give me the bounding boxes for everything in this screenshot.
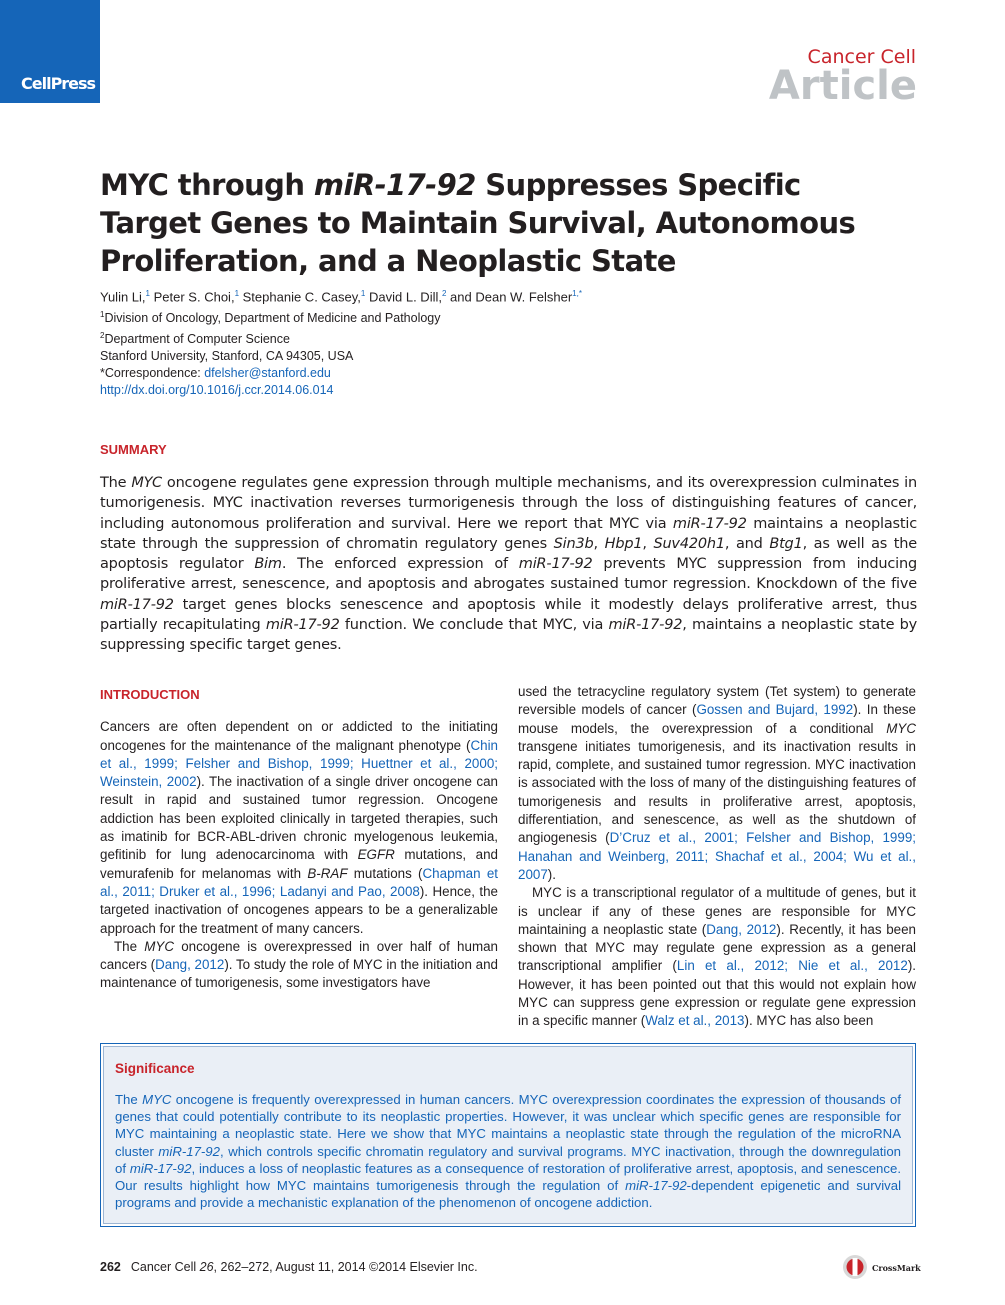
- citation-link[interactable]: Chin et al., 1999; Felsher and Bishop, 1999; Huettner et al., 2000; Weinstein, 2002: [100, 737, 498, 790]
- citation-link[interactable]: Chapman et al., 2011; Druker et al., 1996; Ladanyi and Pao, 2008: [100, 865, 498, 899]
- affiliations: $^1$Division of Oncology, Department of Medicine and Pathology $^2$Department of Computer Science Stanford University, Stanford, CA 94305, USA *Correspondence: dfelsher@stanford.edu http://dx.doi.org/10.1016/j.ccr.2014.06.014: [100, 310, 441, 398]
- citation-link[interactable]: Dang, 2012: [155, 957, 225, 973]
- correspondence-email-link[interactable]: dfelsher@stanford.edu: [204, 366, 331, 381]
- intro-paragraph: Cancers are often dependent on or addicted to the initiating oncogenes for the maintenance of the malignant phenotype (Chin et al., 1999; Felsher and Bishop, 1999; Huettner et al., 2000; Weinstein, 2002). The inactivation of a single driver oncogene can result in rapid and sustained tumor regression. Oncogene addiction has been exploited clinically in targeted therapies, such as imatinib for BCR-ABL-driven chronic myelogenous leukemia, gefitinib for lung adenocarcinoma with EGFR mutations, and vemurafenib for melanomas with B-RAF mutations (Chapman et al., 2011; Druker et al., 1996; Ladanyi and Pao, 2008). Hence, the targeted inactivation of oncogenes appears to be a generalizable approach for the treatment of many cancers.: [100, 719, 498, 936]
- citation-link[interactable]: Dang, 2012: [706, 921, 777, 937]
- summary-text: The MYC oncogene regulates gene expression through multiple mechanisms, and its overexpression culminates in tumorigenesis. MYC inactivation reverses turmorigenesis through the loss of distinguishing features of cancer, including autonomous proliferation and survival. Here we report that MYC via miR-17-92 maintains a neoplastic state through the suppression of chromatin regulatory genes Sin3b, Hbp1, Suv420h1, and Btg1, as well as the apoptosis regulator Bim. The enforced expression of miR-17-92 prevents MYC suppression from inducing proliferative arrest, senescence, and apoptosis and abrogates sustained tumor regression. Knockdown of the five miR-17-92 target genes blocks senescence and apoptosis while it modestly delays proliferative arrest, thus partially recapitulating miR-17-92 function. We conclude that MYC, via miR-17-92, maintains a neoplastic state by suppressing specific target genes.: [100, 475, 917, 654]
- author-name: David L. Dill,: [369, 289, 442, 305]
- cellpress-logo: CellPress: [21, 74, 96, 93]
- citation-link[interactable]: Gossen and Bujard, 1992: [696, 702, 854, 718]
- journal-name: Cancer Cell: [807, 46, 916, 68]
- intro-paragraph: used the tetracycline regulatory system (Tet system) to generate reversible models of cancer (Gossen and Bujard, 1992). In these mouse models, the overexpression of a conditional MYC transgene initiates tumorigenesis, and its inactivation results in rapid, complete, and sustained tumor regression. MYC inactivation is associated with the loss of many of the distinguishing features of tumorigenesis and results in proliferative arrest, apoptosis, differentiation, and senescence, as well as the shutdown of angiogenesis (D’Cruz et al., 2001; Felsher and Bishop, 1999; Hanahan and Weinberg, 2011; Shachaf et al., 2004; Wu et al., 2007).: [518, 684, 917, 882]
- author-name: Yulin Li,: [100, 289, 146, 305]
- intro-heading: INTRODUCTION: [100, 687, 200, 702]
- author-list: Yulin Li,$^1$ Peter S. Choi,$^1$ Stephanie C. Casey,$^1$ David L. Dill,$^2$ and Dean W. Felsher$^{1,*}$: [100, 289, 582, 305]
- article-title: MYC through miR-17-92 Suppresses Specific Target Genes to Maintain Survival, Autonomous Proliferation, and a Neoplastic State: [100, 168, 856, 278]
- crossmark-label: CrossMark: [872, 1263, 921, 1273]
- significance-text: The MYC oncogene is frequently overexpressed in human cancers. MYC overexpression coordinates the expression of thousands of genes that could potentially contribute to its neoplastic properties. However, it was unclear which specific genes are responsible for MYC maintaining a neoplastic state. Here we show that MYC maintains a neoplastic state through the regulation of the microRNA cluster miR-17-92, which controls specific chromatin regulatory and survival programs. MYC inactivation, through the downregulation of miR-17-92, induces a loss of neoplastic features as a consequence of restoration of proliferative arrest, apoptosis, and senescence. Our results highlight how MYC maintains tumorigenesis through the regulation of miR-17-92-dependent epigenetic and survival programs and provide a mechanistic explanation of the phenomenon of oncogene addiction.: [115, 1092, 902, 1211]
- intro-column-left: [100, 683, 498, 993]
- author-name: Stephanie C. Casey,: [242, 289, 361, 305]
- page-footer: 262 Cancer Cell 26, 262–272, August 11, 2014 ©2014 Elsevier Inc.: [100, 1260, 478, 1274]
- citation-link[interactable]: Lin et al., 2012; Nie et al., 2012: [676, 958, 908, 974]
- intro-paragraph: MYC is a transcriptional regulator of a multitude of genes, but it is unclear if any of these genes are responsible for MYC maintaining a neoplastic state (Dang, 2012). Recently, it has been shown that MYC may regulate gene expression as a general transcriptional amplifier (Lin et al., 2012; Nie et al., 2012). However, it has been pointed out that this would not explain how MYC can suppress gene expression or regulate gene expression in a specific manner (Walz et al., 2013). MYC has also been: [518, 885, 917, 1029]
- crossmark-bar: [853, 1258, 858, 1276]
- author-name: Peter S. Choi,: [153, 289, 235, 305]
- author-name: and Dean W. Felsher: [450, 289, 573, 305]
- doi-link[interactable]: http://dx.doi.org/10.1016/j.ccr.2014.06.014: [100, 383, 334, 398]
- citation-link[interactable]: Walz et al., 2013: [645, 1013, 745, 1029]
- citation-link[interactable]: D’Cruz et al., 2001; Felsher and Bishop, 1999; Hanahan and Weinberg, 2011; Shachaf et al., 2004; Wu et al., 2007: [518, 830, 916, 882]
- article-type: Article: [768, 63, 917, 109]
- summary-heading: SUMMARY: [100, 442, 167, 457]
- page-number: 262: [100, 1260, 121, 1274]
- significance-heading: Significance: [115, 1061, 195, 1076]
- intro-paragraph: The MYC oncogene is overexpressed in over half of human cancers (Dang, 2012). To study the role of MYC in the initiation and maintenance of tumorigenesis, some investigators have: [100, 938, 499, 991]
- significance-box: [100, 1043, 916, 1227]
- intro-column-right: [518, 683, 916, 1031]
